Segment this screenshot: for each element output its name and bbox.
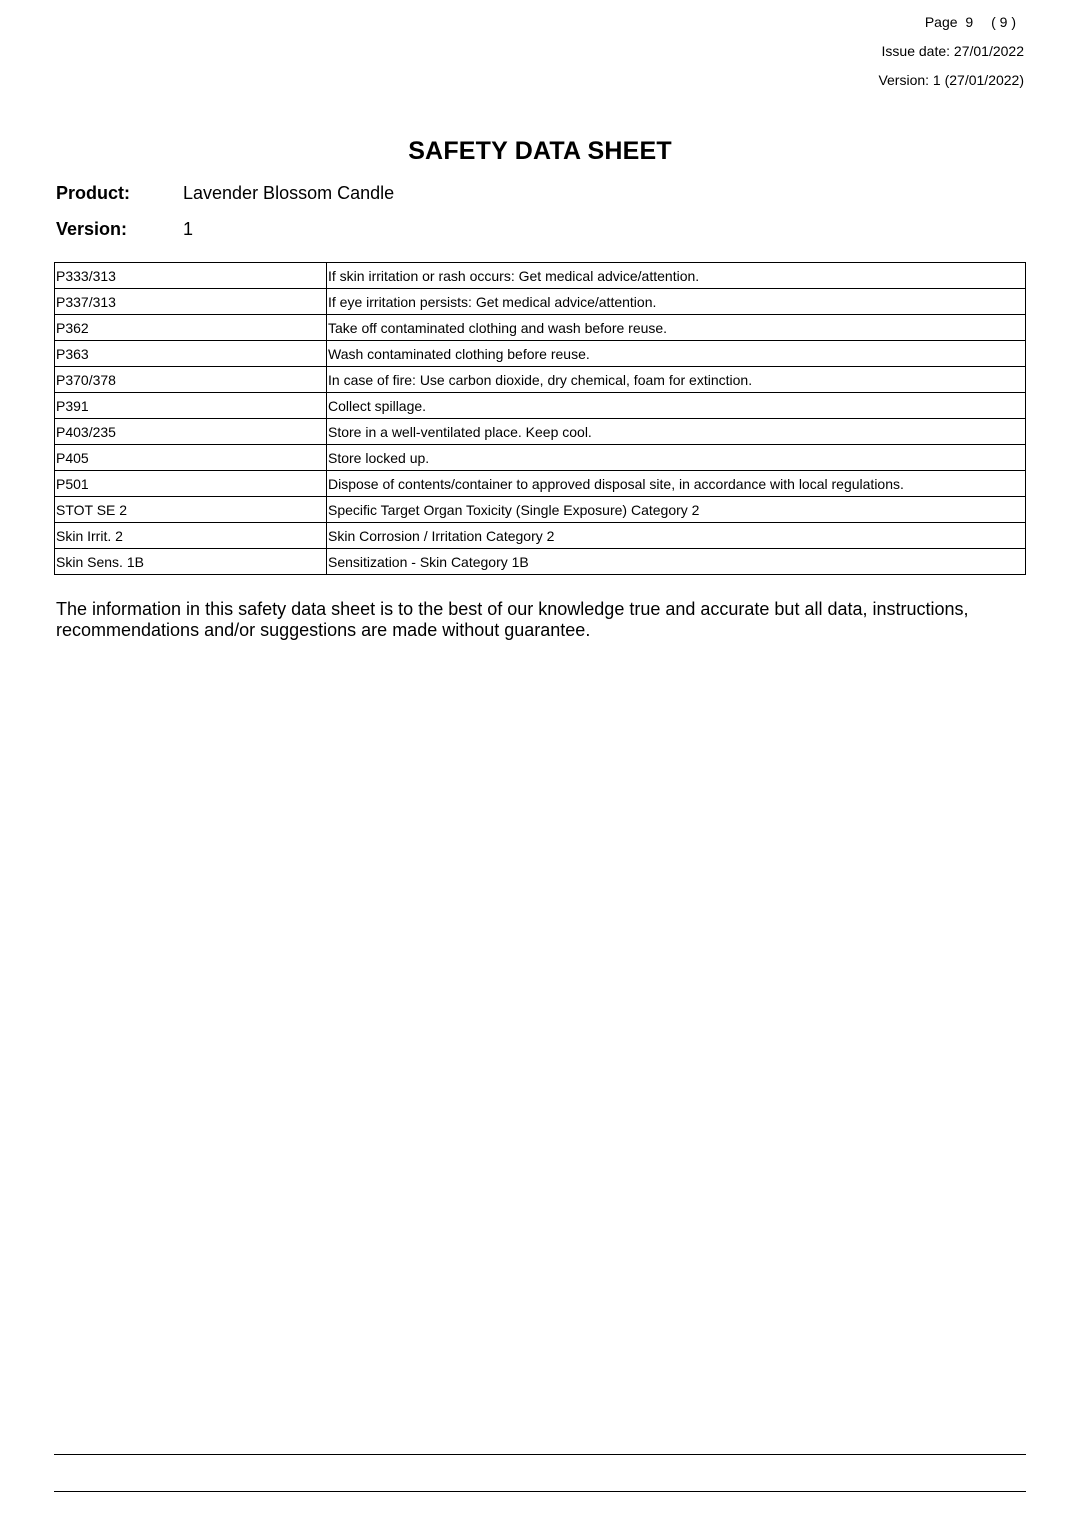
statement-text: Sensitization - Skin Category 1B — [327, 549, 1026, 575]
table-row — [55, 549, 1026, 575]
statement-code: P405 — [55, 445, 327, 471]
version-value: 1 — [183, 219, 194, 239]
statement-code: Skin Sens. 1B — [55, 549, 327, 575]
statement-text: Skin Corrosion / Irritation Category 2 — [327, 523, 1026, 549]
statement-text: If skin irritation or rash occurs: Get medical advice/attention. — [327, 263, 1026, 289]
product-label: Product: — [56, 183, 130, 203]
page-number: 9 — [965, 14, 974, 30]
disclaimer-text: The information in this safety data sheet is to the best of our knowledge true and accurate but all data, instructions, recommendations and/or suggestions are made without guarantee. — [56, 599, 969, 640]
footer-divider-bottom — [54, 1491, 1026, 1492]
issue-date: Issue date: 27/01/2022 — [881, 43, 1024, 59]
statement-code: Skin Irrit. 2 — [55, 523, 327, 549]
document-title: SAFETY DATA SHEET — [408, 137, 672, 165]
statement-code: P337/313 — [55, 289, 327, 315]
statement-code: P370/378 — [55, 367, 327, 393]
statement-code: STOT SE 2 — [55, 497, 327, 523]
table-row — [55, 289, 1026, 315]
table-row — [55, 341, 1026, 367]
statement-code: P362 — [55, 315, 327, 341]
table-row — [55, 471, 1026, 497]
table-row — [55, 315, 1026, 341]
footer-divider-top — [54, 1454, 1026, 1455]
product-value: Lavender Blossom Candle — [183, 183, 395, 203]
page-label: Page — [924, 14, 958, 30]
statement-text: Store in a well-ventilated place. Keep cool. — [327, 419, 1026, 445]
version-label: Version: — [56, 219, 128, 239]
page-total: ( 9 ) — [991, 14, 1016, 30]
table-row — [55, 263, 1026, 289]
version-info: Version: 1 (27/01/2022) — [878, 72, 1024, 88]
table-row — [55, 523, 1026, 549]
statement-text: In case of fire: Use carbon dioxide, dry chemical, foam for extinction. — [327, 367, 1026, 393]
statement-text: Wash contaminated clothing before reuse. — [327, 341, 1026, 367]
statement-text: Store locked up. — [327, 445, 1026, 471]
statement-text: Take off contaminated clothing and wash before reuse. — [327, 315, 1026, 341]
statement-code: P363 — [55, 341, 327, 367]
statement-code: P403/235 — [55, 419, 327, 445]
statement-code: P501 — [55, 471, 327, 497]
table-row — [55, 367, 1026, 393]
statement-text: Collect spillage. — [327, 393, 1026, 419]
table-row — [55, 445, 1026, 471]
statement-text: If eye irritation persists: Get medical advice/attention. — [327, 289, 1026, 315]
statement-text: Specific Target Organ Toxicity (Single Exposure) Category 2 — [327, 497, 1026, 523]
statement-text: Dispose of contents/container to approved disposal site, in accordance with local regulations. — [327, 471, 1026, 497]
statement-code: P391 — [55, 393, 327, 419]
page-indicator — [925, 14, 1016, 30]
table-row — [55, 497, 1026, 523]
product-field — [56, 182, 394, 204]
precautionary-statements-table — [54, 262, 1026, 575]
table-row — [55, 393, 1026, 419]
version-field — [56, 218, 193, 240]
table-row — [55, 419, 1026, 445]
statement-code: P333/313 — [55, 263, 327, 289]
